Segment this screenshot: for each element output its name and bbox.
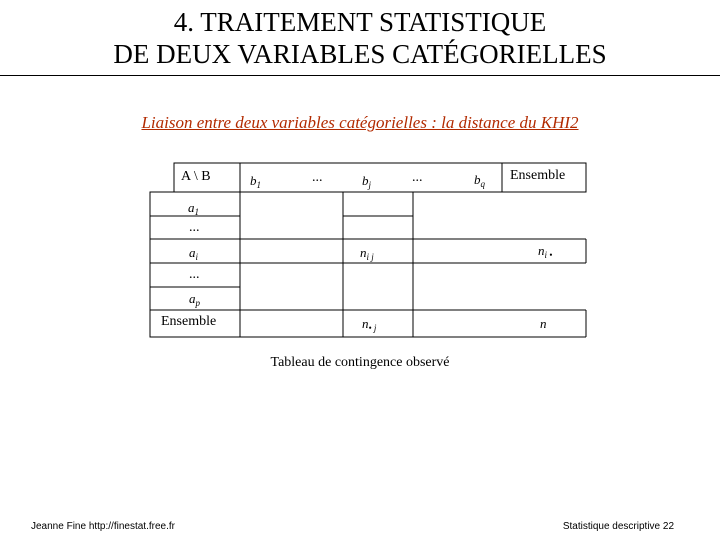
cell-nij: $n_{i j}$	[360, 245, 374, 262]
row-label-ensemble: Ensemble	[161, 314, 217, 329]
col-header-bq: $b_q$	[474, 172, 485, 189]
footer-author: Jeanne Fine http://finestat.free.fr	[31, 521, 175, 532]
cell-nj-total: $n_{• j}$	[362, 316, 377, 333]
col-header-bj: $b_j$	[362, 173, 372, 190]
row-label-ap: $a_p$	[189, 291, 200, 308]
row-label-ai: $a_i$	[189, 245, 199, 262]
table-corner-label: A \ B	[181, 169, 211, 184]
slide-subtitle: Liaison entre deux variables catégorielles : la distance du KHI2	[141, 113, 579, 132]
col-header-ensemble: Ensemble	[510, 168, 566, 183]
row-label-ellipsis-1: ...	[189, 220, 200, 235]
row-label-a1: $a_1$	[188, 200, 199, 217]
slide-title-line1: 4. TRAITEMENT STATISTIQUE	[173, 7, 547, 37]
cell-ni-total: $n_{i •}$	[538, 243, 553, 260]
slide-title-line2: DE DEUX VARIABLES CATÉGORIELLES	[113, 39, 607, 69]
col-header-ellipsis-1: ...	[312, 170, 323, 185]
row-label-ellipsis-2: ...	[189, 267, 200, 282]
footer-page: Statistique descriptive 22	[562, 521, 674, 532]
col-header-b1: $b_1$	[250, 173, 261, 190]
table-caption: Tableau de contingence observé	[270, 355, 450, 370]
cell-grand-total: n	[540, 316, 547, 331]
col-header-ellipsis-2: ...	[412, 170, 423, 185]
